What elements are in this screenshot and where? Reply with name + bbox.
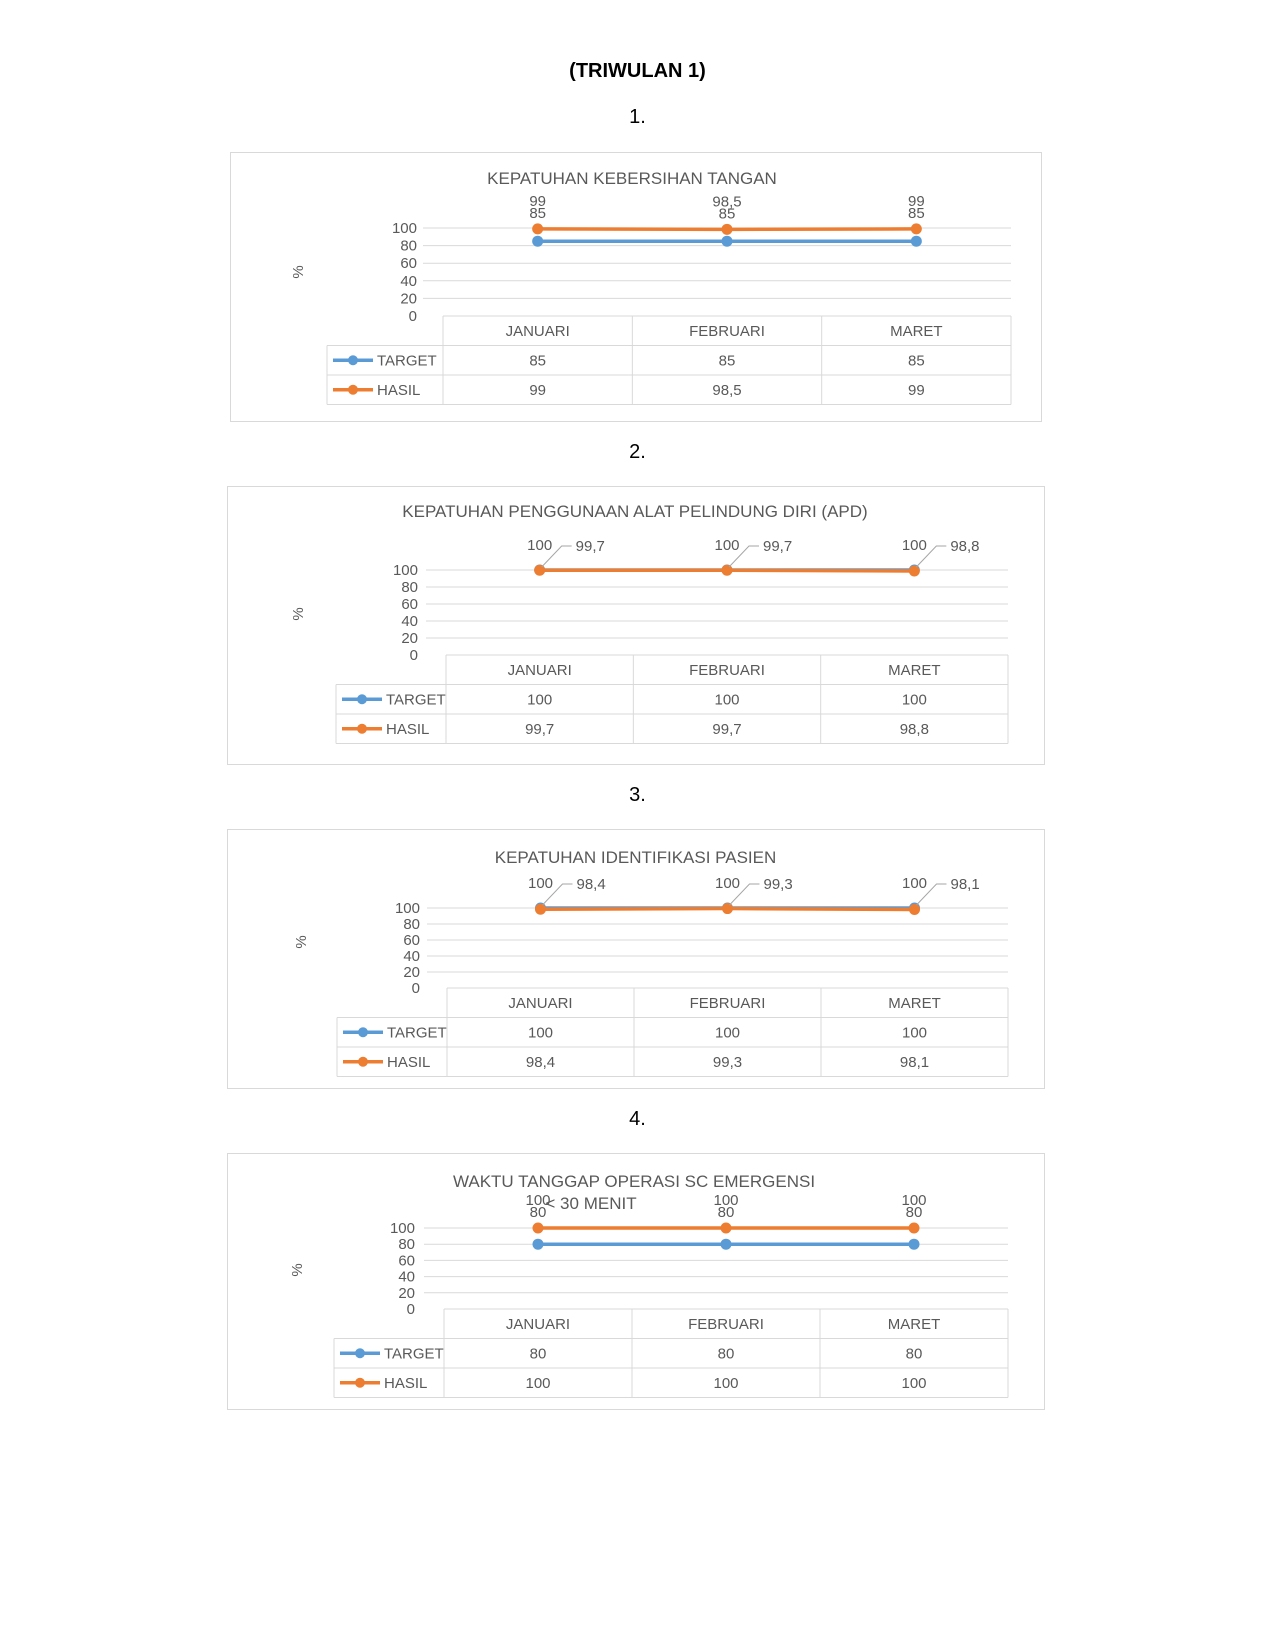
y-tick-label: 80 [403, 916, 420, 933]
y-tick-label: 0 [411, 980, 420, 997]
chart-2 [227, 486, 1045, 765]
chart-title: KEPATUHAN IDENTIFIKASI PASIEN [494, 848, 777, 867]
legend-key-marker [355, 1348, 365, 1358]
y-tick-label: 40 [403, 948, 420, 965]
data-label: 98,4 [576, 876, 606, 893]
y-tick-label: 40 [398, 1268, 415, 1286]
legend-series-name: TARGET [386, 691, 446, 709]
series-point-hasil [722, 565, 733, 576]
section-number-1: 1. [629, 106, 646, 128]
series-point-target [721, 1239, 732, 1250]
table-cell-value: 100 [525, 1374, 551, 1392]
y-tick-label: 100 [391, 220, 417, 237]
chart-4 [227, 1153, 1045, 1410]
data-label: 85 [907, 204, 925, 222]
series-point-hasil [535, 904, 546, 915]
y-tick-label: 0 [408, 308, 417, 325]
chart-2-svg [228, 487, 1044, 764]
data-label: 99,7 [575, 538, 605, 555]
chart-title: WAKTU TANGGAP OPERASI SC EMERGENSI [452, 1172, 816, 1191]
legend-key-marker [358, 1057, 368, 1067]
legend-series-name: HASIL [387, 1053, 431, 1071]
legend-key-marker [348, 385, 358, 395]
y-axis-label: % [289, 1263, 306, 1277]
chart-title: KEPATUHAN PENGGUNAAN ALAT PELINDUNG DIRI (APD) [402, 502, 868, 521]
data-label: 99,3 [763, 876, 793, 893]
legend-key-marker [348, 355, 358, 365]
table-category-header: MARET [887, 1315, 941, 1333]
legend-series-name: HASIL [377, 381, 421, 399]
table-category-header: MARET [890, 322, 943, 340]
table-category-header: FEBRUARI [688, 1315, 764, 1333]
table-cell-value: 99,7 [712, 720, 742, 738]
data-label: 99 [907, 192, 925, 210]
chart-4-svg [228, 1154, 1044, 1409]
series-point-target [722, 236, 733, 247]
table-cell-value: 80 [529, 1345, 547, 1363]
table-cell-value: 99 [529, 381, 547, 399]
data-label: 98,8 [950, 538, 980, 555]
section-number-2: 2. [629, 441, 646, 463]
table-category-header: JANUARI [508, 994, 573, 1012]
y-tick-label: 20 [400, 290, 417, 308]
table-cell-value: 80 [717, 1345, 735, 1363]
table-cell-value: 100 [714, 691, 740, 709]
legend-key-marker [358, 1027, 368, 1037]
y-tick-label: 0 [409, 647, 418, 664]
y-axis-label: % [290, 265, 307, 279]
legend-series-name: TARGET [377, 352, 437, 370]
data-label: 100 [525, 1192, 551, 1209]
table-cell-value: 100 [714, 1024, 741, 1042]
y-tick-label: 100 [389, 1220, 415, 1237]
data-label: 100 [527, 537, 553, 554]
y-tick-label: 60 [398, 1252, 415, 1270]
data-label: 100 [527, 875, 554, 892]
section-number-4: 4. [629, 1108, 646, 1130]
legend-series-name: TARGET [384, 1345, 444, 1363]
table-cell-value: 98,8 [899, 720, 929, 738]
y-tick-label: 60 [401, 596, 418, 613]
table-category-header: FEBRUARI [689, 994, 766, 1012]
series-point-hasil [909, 1223, 920, 1234]
data-label: 85 [529, 204, 547, 222]
y-tick-label: 80 [400, 237, 417, 255]
table-cell-value: 85 [718, 352, 736, 370]
y-tick-label: 80 [398, 1236, 415, 1254]
y-tick-label: 80 [401, 579, 418, 596]
table-category-header: JANUARI [505, 1315, 571, 1333]
data-label: 99 [529, 192, 547, 210]
y-tick-label: 100 [394, 900, 420, 917]
table-cell-value: 100 [901, 691, 927, 709]
data-label: 80 [717, 1204, 735, 1221]
series-point-target [911, 236, 922, 247]
legend-key-marker [355, 1378, 365, 1388]
data-label: 100 [714, 537, 740, 554]
y-tick-label: 20 [398, 1284, 415, 1302]
data-label: 99,7 [763, 538, 793, 555]
table-category-header: MARET [888, 661, 941, 679]
legend-series-name: HASIL [384, 1374, 428, 1392]
table-cell-value: 99,3 [712, 1053, 743, 1071]
table-cell-value: 80 [905, 1345, 923, 1363]
table-cell-value: 99 [907, 381, 925, 399]
table-cell-value: 99,7 [525, 720, 555, 738]
table-category-header: FEBRUARI [689, 322, 765, 340]
series-point-hasil [909, 566, 920, 577]
series-point-target [533, 1239, 544, 1250]
chart-1-svg [231, 153, 1041, 421]
table-category-header: MARET [888, 994, 941, 1012]
chart-3 [227, 829, 1045, 1089]
table-cell-value: 100 [901, 1024, 928, 1042]
series-point-hasil [534, 565, 545, 576]
series-point-hasil [722, 224, 733, 235]
data-label: 85 [718, 205, 736, 223]
legend-key-marker [357, 724, 367, 734]
table-cell-value: 85 [529, 352, 547, 370]
series-point-hasil [533, 1223, 544, 1234]
data-label: 98,5 [712, 193, 742, 211]
y-tick-label: 100 [392, 562, 418, 579]
data-label: 100 [901, 875, 928, 892]
series-point-hasil [911, 223, 922, 234]
data-label: 100 [901, 1192, 927, 1209]
data-label: 98,1 [950, 876, 980, 893]
table-category-header: JANUARI [505, 322, 570, 340]
data-label: 100 [901, 537, 927, 554]
table-cell-value: 100 [527, 691, 553, 709]
legend-key-marker [357, 694, 367, 704]
table-cell-value: 100 [713, 1374, 739, 1392]
chart-subtitle: < 30 MENIT [545, 1194, 637, 1213]
y-tick-label: 40 [401, 613, 418, 630]
y-tick-label: 20 [401, 630, 418, 647]
series-point-hasil [532, 223, 543, 234]
series-point-hasil [909, 904, 920, 915]
table-cell-value: 100 [901, 1374, 927, 1392]
section-number-3: 3. [629, 784, 646, 806]
y-tick-label: 60 [400, 255, 417, 273]
chart-1 [230, 152, 1042, 422]
y-axis-label: % [293, 935, 310, 949]
y-tick-label: 20 [403, 964, 420, 981]
chart-3-svg [228, 830, 1044, 1088]
table-category-header: JANUARI [507, 661, 572, 679]
data-label: 100 [714, 875, 741, 892]
table-cell-value: 100 [527, 1024, 554, 1042]
data-label: 80 [905, 1204, 923, 1221]
y-tick-label: 0 [406, 1301, 415, 1318]
y-tick-label: 60 [403, 932, 420, 949]
table-category-header: FEBRUARI [689, 661, 765, 679]
table-cell-value: 98,4 [525, 1053, 556, 1071]
series-point-hasil [721, 1223, 732, 1234]
legend-series-name: HASIL [386, 720, 430, 738]
y-axis-label: % [290, 607, 307, 621]
table-cell-value: 98,1 [899, 1053, 930, 1071]
y-tick-label: 40 [400, 272, 417, 290]
table-cell-value: 98,5 [712, 381, 742, 399]
legend-series-name: TARGET [387, 1024, 447, 1042]
page-title: (TRIWULAN 1) [569, 60, 706, 82]
series-point-target [909, 1239, 920, 1250]
series-point-hasil [722, 903, 733, 914]
data-label: 80 [529, 1204, 547, 1221]
data-label: 100 [713, 1192, 739, 1209]
chart-title: KEPATUHAN KEBERSIHAN TANGAN [487, 169, 777, 188]
series-point-target [532, 236, 543, 247]
table-cell-value: 85 [907, 352, 925, 370]
